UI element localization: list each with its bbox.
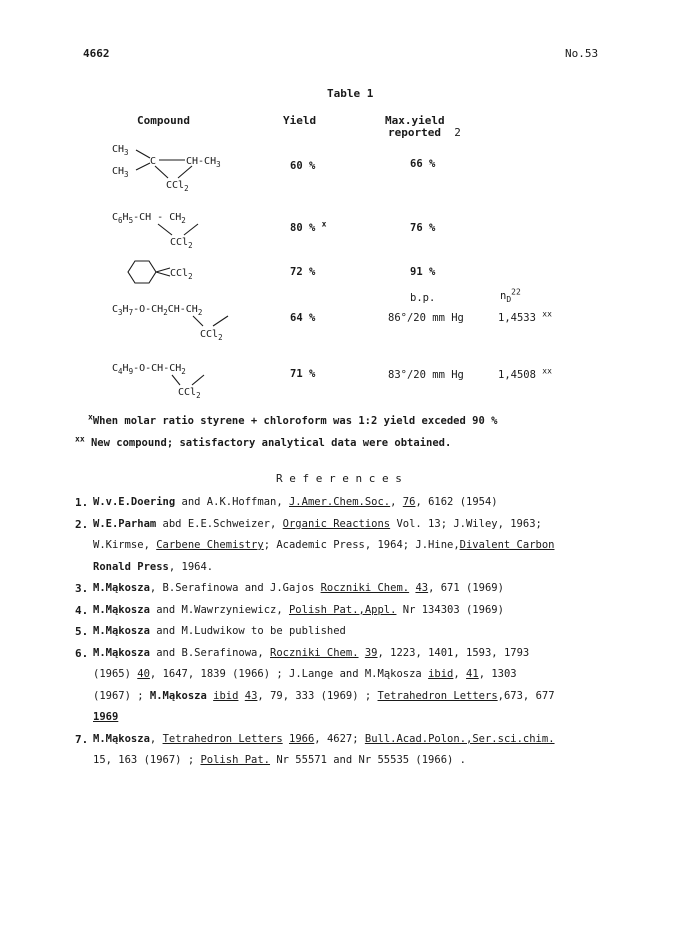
reference-text: and B.Serafinowa,	[149, 646, 271, 659]
structure-dimethyl-cyclopropane	[110, 138, 250, 198]
page-number: 4662	[83, 47, 110, 60]
reference-text: , 6162 (1954)	[415, 496, 498, 508]
structure-butoxy-cyclopropane	[110, 357, 270, 402]
reference-text: M.Mąkosza	[93, 646, 150, 659]
reference-text: ,	[149, 732, 163, 745]
reference-text: , 4627;	[314, 732, 365, 745]
reference-text: Roczniki Chem.	[270, 646, 359, 659]
boiling-point-value: 86°/20 mm Hg	[388, 312, 464, 324]
reference-line	[75, 664, 635, 686]
reference-line	[75, 514, 635, 536]
reference-text: ibid	[428, 668, 454, 680]
reference-number: 1.	[75, 496, 89, 509]
chch3-label: $CH-CH_3$	[186, 156, 221, 169]
ccl2-label: CCl$_2$	[200, 329, 223, 342]
reference-text: 76	[402, 496, 416, 508]
reference-text: M.Mąkosza	[93, 603, 150, 616]
reference-text: Carbene Chemistry	[156, 539, 264, 551]
reference-text: M.Mąkosza	[93, 732, 150, 745]
reference-text: M.Mąkosza	[149, 689, 207, 702]
reference-text: , 1964.	[168, 560, 214, 573]
reference-text: 43	[244, 689, 258, 702]
reference-number: 5.	[75, 625, 89, 638]
butoxy-label: $C_4H_9-O-CH-CH_2$	[112, 363, 186, 376]
reference-text: , 671 (1969)	[428, 582, 504, 594]
refractive-index-label: $n_D^{22}$	[500, 287, 521, 305]
footnote: $^x$When molar ratio styrene + chloroform was 1:2 yield exceded 90 %	[88, 412, 498, 427]
ch3-top-label: $CH_3$	[112, 144, 129, 157]
reference-text: W.v.E.Doering	[93, 496, 176, 508]
reference-text: (1965)	[93, 668, 138, 680]
column-header-compound: Compound	[137, 114, 190, 127]
reference-number: 6.	[75, 646, 89, 660]
table-title: Table 1	[327, 87, 374, 100]
reference-text: ; Academic Press, 1964; J.Hine,	[263, 539, 460, 551]
reference-text: W.Kirmse,	[93, 539, 157, 551]
reference-text: Tetrahedron Letters	[162, 732, 283, 745]
reference-text: Vol. 13; J.Wiley, 1963;	[390, 517, 542, 530]
reference-text: , 1223, 1401, 1593, 1793	[377, 646, 530, 659]
ccl2-label: CCl$_2$	[166, 180, 189, 193]
c-atom-label: C	[150, 156, 157, 167]
structure-norcarane	[110, 259, 250, 287]
references-list	[75, 492, 635, 772]
column-header-reported: reported 2	[388, 126, 461, 139]
reference-line	[75, 578, 635, 600]
yield-value: 60 %	[290, 160, 316, 172]
references-heading: R e f e r e n c e s	[276, 472, 402, 485]
reference-text: 1969	[93, 711, 119, 723]
reference-text: Nr 55571 and Nr 55535 (1966) .	[270, 754, 466, 766]
reference-text: Nr 134303 (1969)	[396, 603, 504, 616]
reference-text: Roczniki Chem.	[320, 582, 410, 594]
reference-line	[75, 750, 635, 772]
reference-line	[75, 621, 635, 643]
column-header-max-yield: Max.yield	[385, 114, 445, 127]
reference-line	[75, 707, 635, 729]
reference-text: Tetrahedron Letters	[377, 689, 498, 702]
yield-value: 64 %	[290, 312, 316, 324]
reference-text: ibid	[213, 689, 239, 702]
reference-text: 15, 163 (1967) ;	[93, 754, 201, 766]
reference-text: ,	[390, 496, 403, 508]
reference-number: 2.	[75, 517, 89, 531]
issue-number: No.53	[565, 47, 599, 60]
reference-text: 40	[137, 668, 150, 680]
structure-propoxymethyl-cyclopropane	[110, 300, 270, 345]
reference-text: and A.K.Hoffman,	[175, 496, 289, 508]
ccl2-label: CCl$_2$	[170, 237, 193, 250]
boiling-point-value: 83°/20 mm Hg	[388, 369, 464, 381]
reference-line	[75, 492, 635, 514]
ch3-bottom-label: $CH_3$	[112, 166, 129, 179]
reference-text: , B.Serafinowa and J.Gajos	[149, 582, 321, 594]
reference-text: M.Mąkosza	[93, 625, 150, 637]
reference-number: 7.	[75, 732, 89, 746]
reference-line	[75, 686, 635, 708]
yield-value: 71 %	[290, 368, 316, 380]
reference-text: 43	[415, 582, 429, 594]
reference-line	[75, 600, 635, 622]
reference-text: Polish Pat.,Appl.	[288, 603, 397, 616]
reference-text: , 1303	[478, 668, 517, 680]
reference-text: , 1647, 1839 (1966) ; J.Lange and M.Mąkosza	[149, 668, 429, 680]
yield-value: 80 % $^x$	[290, 219, 327, 234]
reference-text: 1966	[289, 732, 315, 745]
reference-text: J.Amer.Chem.Soc.	[288, 496, 391, 508]
reference-text: (1967) ;	[93, 689, 150, 702]
reference-text: 39	[364, 646, 378, 659]
column-header-yield: Yield	[283, 114, 317, 127]
reference-text: , 79, 333 (1969) ;	[257, 689, 378, 702]
reference-number: 4.	[75, 603, 89, 617]
reference-text: Bull.Acad.Polon.,Ser.sci.chim.	[364, 732, 555, 745]
reference-text: 41	[466, 668, 479, 680]
bp-label: b.p.	[410, 292, 436, 304]
ccl2-label: CCl$_2$	[178, 387, 201, 400]
refractive-index-value: 1,4508 $^{xx}$	[498, 366, 552, 381]
max-yield-value: 66 %	[410, 158, 436, 170]
propoxy-label: $C_3H_7-O-CH_2CH-CH_2$	[112, 304, 203, 317]
yield-value: 72 %	[290, 266, 316, 278]
reference-text: Organic Reactions	[282, 517, 391, 530]
reference-text: W.E.Parham	[93, 517, 157, 530]
reference-text: ,673, 677	[497, 689, 555, 702]
max-yield-value: 76 %	[410, 222, 436, 234]
refractive-index-value: 1,4533 $^{xx}$	[498, 309, 552, 324]
reference-line	[75, 557, 635, 579]
reference-text: Polish Pat.	[200, 754, 271, 766]
ccl2-label: CCl$_2$	[170, 268, 193, 281]
max-yield-value: 91 %	[410, 266, 436, 278]
reference-line	[75, 729, 635, 751]
structure-phenyl-cyclopropane	[110, 205, 250, 255]
reference-text: Ronald Press	[93, 560, 169, 573]
reference-line	[75, 643, 635, 665]
reference-text: Divalent Carbon	[459, 539, 555, 551]
reference-text: ,	[453, 668, 467, 680]
footnote: $^{xx}$ New compound; satisfactory analytical data were obtained.	[75, 434, 452, 449]
reference-number: 3.	[75, 582, 89, 595]
reference-line	[75, 535, 635, 557]
phenyl-label: $C_6H_5-CH - CH_2$	[112, 212, 186, 225]
reference-text: M.Mąkosza	[93, 582, 150, 594]
reference-text: and M.Ludwikow to be published	[149, 625, 346, 637]
reference-text: and M.Wawrzyniewicz,	[149, 603, 289, 616]
reference-text: abd E.E.Schweizer,	[156, 517, 283, 530]
